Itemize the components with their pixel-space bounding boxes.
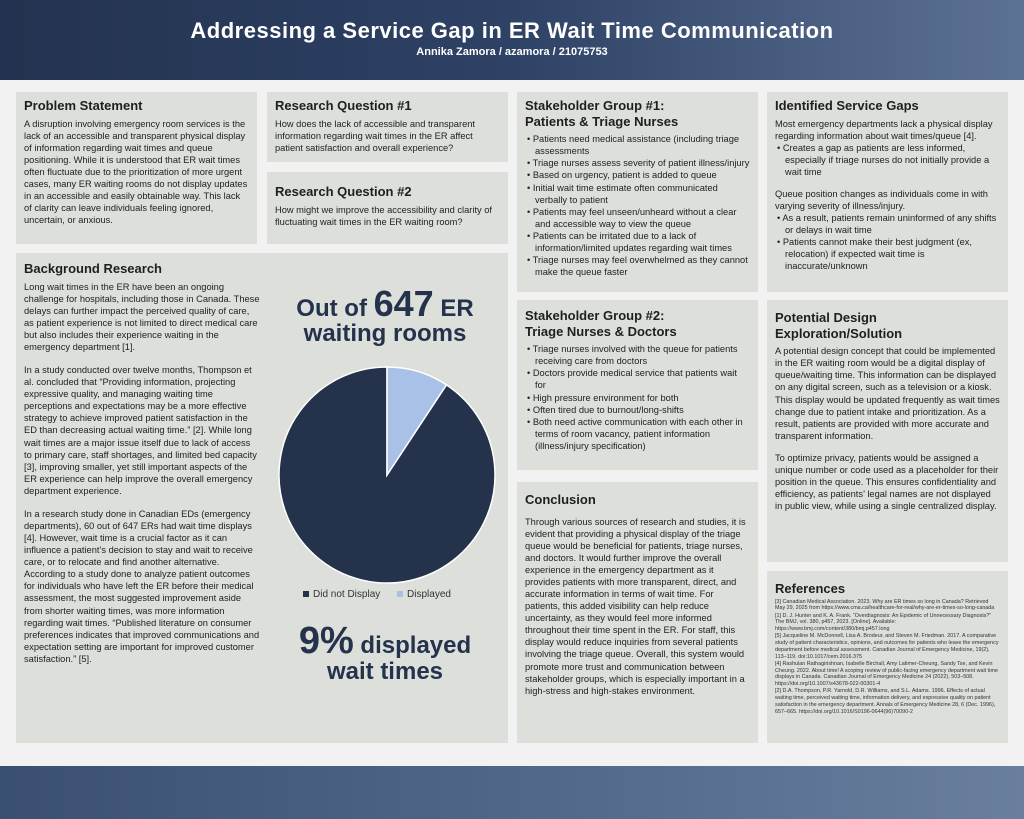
stakeholder-1-box	[517, 92, 758, 292]
list-item: • Patients cannot make their best judgment (ex, relocation) if expected wait time is inaccurate/unknown	[775, 236, 1000, 272]
problem-text: A disruption involving emergency room services is the lack of an accessible and transparent physical display of information regarding wait times and queue positioning. While it is understood that ER wait times often fluctuate due to the prioritization of more urgent cases, many ER waiting rooms do not display updates in an accessible and easily obtainable way. This lack of clarity can leave individuals feeling ignored, uncertain, or anxious.	[24, 118, 248, 226]
legend-did-not-display: Did not Display	[313, 589, 381, 600]
rq2-text: How might we improve the accessibility and clarity of fluctuating wait times in the ER waiting room?	[275, 204, 493, 227]
reference-item: [3] Canadian Medical Association. 2023. Why are ER times so long in Canada? Retrieved May 29, 2025 from https://www.cma.ca/healthcare-for-real/why-are-er-times-so-long-canada	[775, 598, 995, 612]
conclusion-box	[517, 482, 758, 743]
stake1-heading-2: Patients & Triage Nurses	[525, 113, 679, 129]
list-item: • High pressure environment for both	[525, 392, 750, 404]
list-item: • Creates a gap as patients are less informed, especially if triage nurses do not initially provide a wait time	[775, 142, 1000, 178]
stake1-heading	[525, 98, 750, 129]
pie-chart	[272, 360, 502, 590]
gaps-list-2	[775, 212, 1000, 272]
stat-out-of: Out of	[296, 295, 374, 322]
list-item: • Patients may feel unseen/unheard without a clear and accessible way to view the queue	[525, 206, 750, 230]
problem-heading: Problem Statement	[24, 98, 143, 113]
background-p3: In a research study done in Canadian EDs (emergency departments), 60 out of 647 ERs had wait time displays [4]. However, wait time is a crucial factor as it can influence a patient’s decision to stay and wait to receive care, or to relocate and find another alternative. According to a study done to analyze patient outcomes for individuals who have left the ER before their medical assessment, the most suggested improvement aside from shorter waiting times, was more information regarding wait times. “Published literature on consumer preferences indicates that improved communications and expectation setting are important for improved customer satisfaction.” [5].	[24, 508, 260, 664]
design-heading-2: Exploration/Solution	[775, 325, 903, 341]
stat-top-line1	[262, 283, 508, 324]
reference-item: [4] Rashulan Rathagirishnan, Isabelle Birchall, Amy Latimer-Cheung, Sandy Tse, and Kevin Cheung. 2022. About time! A scoping review of public-facing emergency department wait time displays in Canada. Canadian Journal of Emergency Medicine 24 (2022), 503–508. https://doi.org/10.1007/s43678-022-00301-4	[775, 660, 998, 688]
pie-legend	[303, 589, 503, 600]
problem-statement-box	[16, 92, 257, 244]
stake2-heading-2: Triage Nurses & Doctors	[525, 323, 677, 339]
stat-bottom	[262, 622, 508, 684]
legend-swatch-did-not-display	[303, 591, 309, 597]
stat-er: ER	[433, 295, 474, 322]
legend-swatch-displayed	[397, 591, 403, 597]
list-item: • As a result, patients remain uninformed of any shifts or delays in wait time	[775, 212, 1000, 236]
list-item: • Triage nurses involved with the queue for patients receiving care from doctors	[525, 343, 750, 367]
stakeholder-2-box	[517, 300, 758, 470]
stat-bottom-line1	[262, 622, 508, 660]
rq2-heading: Research Question #2	[275, 184, 412, 199]
background-p2: In a study conducted over twelve months, Thompson et al. concluded that “Providing information, projecting expressive quality, and managing waiting time perceptions and expectations may be a more effective strategy to achieve improved patient satisfaction in the ED than decreasing actual waiting time.” [2]. While long wait times are a major issue itself due to lack of access to primary care, staff shortages, and limited bed capacity [3], improving smaller, yet still important aspects of the ER experience can help improve the overall emergency department experience.	[24, 365, 257, 496]
background-heading: Background Research	[24, 261, 162, 276]
list-item: • Patients need medical assistance (including triage assessments	[525, 133, 750, 157]
list-item: • Patients can be irritated due to a lack of information/limited updates regarding wait times	[525, 230, 750, 254]
stat-647: 647	[373, 283, 434, 324]
gaps-p2: Queue position changes as individuals come in with varying severity of illness/injury.	[775, 188, 988, 212]
list-item: • Initial wait time estimate often communicated verbally to patient	[525, 182, 750, 206]
stat-bottom-line2: wait times	[326, 658, 444, 685]
stat-displayed: displayed	[353, 632, 472, 659]
research-question-1-box	[267, 92, 508, 162]
poster-author: Annika Zamora / azamora / 21075753	[416, 46, 608, 58]
stat-9pct: 9%	[298, 620, 354, 662]
references-heading: References	[775, 581, 846, 596]
list-item: • Often tired due to burnout/long-shifts	[525, 404, 750, 416]
reference-item: [1] D. J. Hunter and K. A. Frank. “Overdiagnosis: An Epidemic of Unnecessary Diagnosis?” The BMJ, vol. 380, p457, 2023. [Online]. Available: https://www.bmj.com/content/380/bmj.p457.long	[775, 612, 992, 633]
stake2-list	[525, 343, 750, 452]
list-item: • Doctors provide medical service that patients wait for	[525, 367, 750, 391]
poster-footer	[0, 766, 1024, 819]
background-p1: Long wait times in the ER have been an ongoing challenge for hospitals, including those in Canada. These delays can further impact the perceived quality of care, as patient experience is not limited to direct medical care but also includes their experience waiting in the emergency department [1].	[24, 281, 260, 352]
references-list	[775, 599, 1000, 716]
gaps-list-1	[775, 142, 1000, 178]
rq1-heading: Research Question #1	[275, 98, 412, 113]
list-item: • Triage nurses may feel overwhelmed as they cannot make the queue faster	[525, 254, 750, 278]
reference-item: [2] D.A. Thompson, P.R. Yarnold, D.R. Williams, and S.L. Adams. 1996. Effects of actual waiting time, perceived waiting time, information delivery, and expressive quality on patient satisfaction in the emergency department. Annals of Emergency Medicine 28, 6 (Dec. 1996), 657–665. https://doi.org/10.1016/S0196-0644(96)70090-2	[775, 688, 996, 715]
stake2-heading-1: Stakeholder Group #2:	[525, 308, 665, 323]
stake1-heading-1: Stakeholder Group #1:	[525, 98, 665, 113]
gaps-p1: Most emergency departments lack a physical display regarding information about wait times/queue [4].	[775, 118, 993, 141]
service-gaps-box	[767, 92, 1008, 292]
reference-item: [5] Jacqueline M. McDonnell, Lisa A. Brodeur, and Steven M. Friedman. 2017. A comparative study of patient characteristics, opinions, and outcomes for patients who leave the emergency department before medical assessment. Canadian Journal of Emergency Medicine, 19(2), 113–119. doi:10.1017/cem.2016.375	[775, 633, 999, 660]
list-item: • Triage nurses assess severity of patient illness/injury	[525, 157, 750, 169]
design-solution-box	[767, 300, 1008, 562]
poster-title: Addressing a Service Gap in ER Wait Time Communication	[190, 18, 834, 43]
stat-top-line2: waiting rooms	[303, 320, 467, 347]
design-p2: To optimize privacy, patients would be assigned a unique number or code used as a placeholder for their position in the queue. This ensures confidentiality and efficiency, as patients’ legal names are not displayed in public view, while using a single centralized display.	[775, 452, 999, 512]
list-item: • Both need active communication with each other in terms of room vacancy, patient information (illness/injury specification)	[525, 416, 750, 452]
design-heading-1: Potential Design	[775, 310, 877, 325]
conclusion-text: Through various sources of research and studies, it is evident that providing a physical display of the triage queue would be beneficial for patients, triage nurses, and doctors. It would further improve the overall experience in the emergency department as it provides patients with more transparent, direct, and accurate information in terms of wait time. For patients, this added visibility can help reduce uncertainty, as they would feel more informed throughout their time spent in the ER. For staff, this display would reduce inquiries from several patients involving the triage queue. Overall, this system would promote more trust and communication between stakeholder groups, which is especially important in a high-stress and high-stakes environment.	[525, 516, 746, 696]
design-heading	[775, 310, 1000, 341]
research-question-2-box	[267, 172, 508, 244]
rq1-text: How does the lack of accessible and transparent information regarding wait times in the ER affect patient satisfaction and overall experience?	[275, 118, 475, 153]
stat-top	[262, 283, 508, 347]
poster-header	[0, 0, 1024, 80]
stake1-list	[525, 133, 750, 278]
list-item: • Based on urgency, patient is added to queue	[525, 169, 750, 181]
gaps-heading: Identified Service Gaps	[775, 98, 919, 113]
stake2-heading	[525, 308, 750, 339]
references-box	[767, 571, 1008, 743]
conclusion-heading: Conclusion	[525, 492, 596, 507]
design-p1: A potential design concept that could be implemented in the ER waiting room would be a digital display of queue/waiting time. This information can be displayed on any digital screen, such as a television or a kiosk. This display would be updated frequently as wait times change due to patient intake and prioritization. As a result, patients are provided with more accurate and transparent information.	[775, 346, 1000, 441]
legend-displayed: Displayed	[407, 589, 451, 600]
